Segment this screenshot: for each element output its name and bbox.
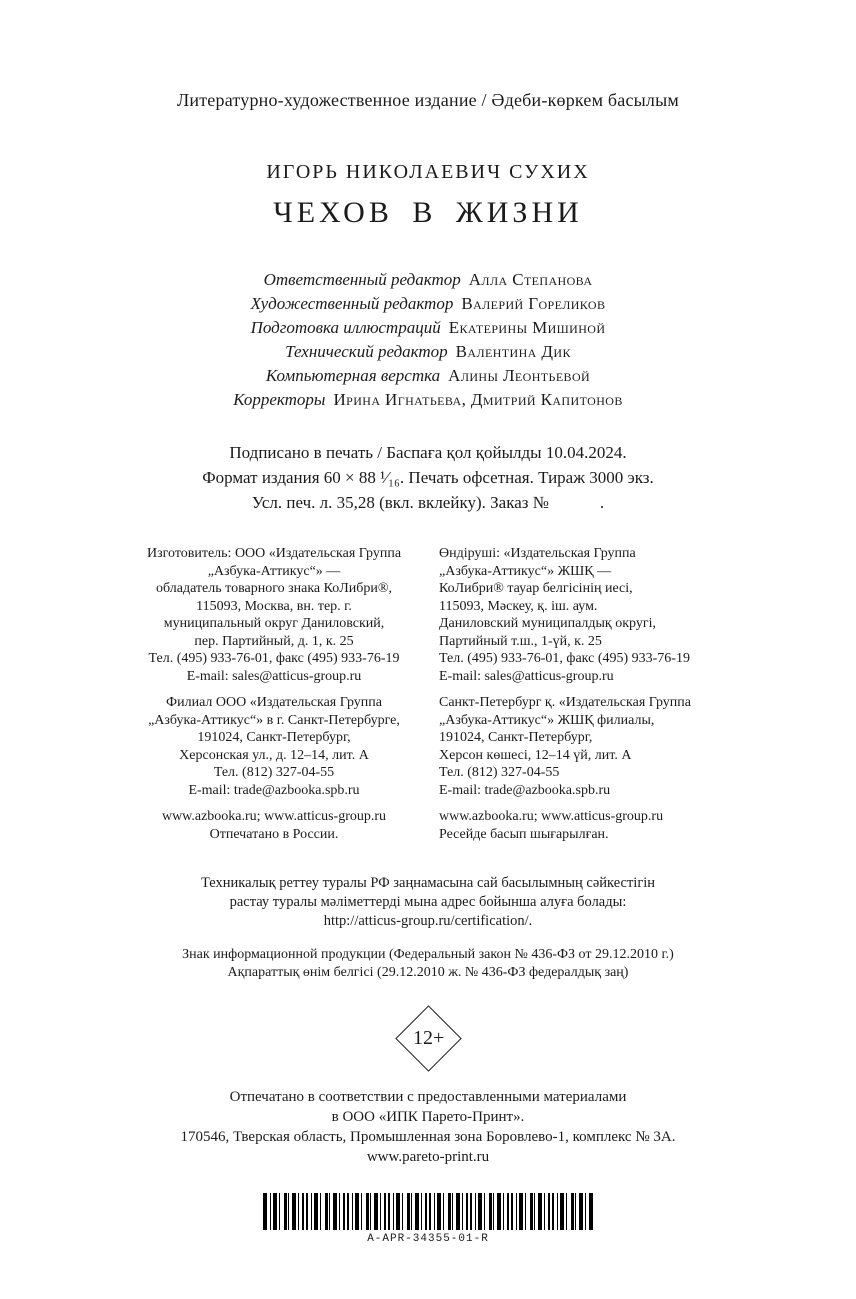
age-rating-diamond [0, 1005, 856, 1071]
address-column-kazakh [439, 545, 725, 852]
printer-line: в ООО «ИПК Парето-Принт». [331, 1109, 525, 1125]
address-line: Филиал ООО «Издательская Группа [166, 695, 382, 710]
diamond-shape [395, 1005, 461, 1071]
address-line: 191024, Санкт-Петербург, [197, 730, 351, 745]
address-line: Тел. (812) 327-04-55 [439, 765, 560, 780]
address-line: пер. Партийный, д. 1, к. 25 [194, 633, 354, 649]
content-rating-line: Ақпараттық өнім белгісі (29.12.2010 ж. № 436-ФЗ федералдық заң) [227, 964, 629, 980]
book-title: ЧЕХОВ В ЖИЗНИ [273, 196, 583, 229]
address-line: „Азбука-Аттикус“» — [207, 563, 341, 579]
address-line: Херсонская ул., д. 12–14, лит. А [179, 747, 369, 763]
credit-line [0, 388, 856, 412]
content-rating-line: Знак информационной продукции (Федеральный закон № 436-ФЗ от 29.12.2010 г.) [182, 947, 674, 962]
certification-line: растау туралы мәліметтерді мына адрес бойынша алуға болады: [229, 894, 627, 910]
age-rating-label: 12+ [412, 1026, 444, 1049]
credit-name: Екатерины Мишиной [448, 318, 606, 337]
address-line: „Азбука-Аттикус“» ЖШҚ филиалы, [439, 712, 655, 728]
address-line: 115093, Мәскеу, қ. іш. аум. [439, 598, 598, 614]
address-line: Тел. (495) 933-76-01, факс (495) 933-76-19 [439, 651, 690, 666]
certification-note [0, 874, 856, 931]
publisher-address-kz [439, 545, 725, 685]
barcode [263, 1193, 593, 1230]
credit-line [0, 292, 856, 316]
address-line: Херсон көшесі, 12–14 үй, лит. А [439, 747, 632, 763]
credit-role: Художественный редактор [250, 294, 454, 313]
printer-website: www.pareto-print.ru [366, 1149, 490, 1165]
address-line: Отпечатано в России. [209, 826, 339, 842]
credit-role: Подготовка иллюстраций [250, 318, 441, 337]
websites-kz [439, 808, 725, 843]
certification-url: http://atticus-group.ru/certification/. [323, 913, 533, 929]
credit-line [0, 364, 856, 388]
address-line: обладатель товарного знака КоЛибри®, [155, 581, 393, 596]
printer-line: Отпечатано в соответствии с предоставленными материалами [229, 1089, 627, 1105]
address-line: Даниловский муниципалдық округі, [439, 616, 656, 631]
credit-name: Ирина Игнатьева, Дмитрий Капитонов [333, 390, 623, 409]
publisher-address-ru [131, 545, 417, 685]
website-line: www.azbooka.ru; www.atticus-group.ru [439, 809, 664, 824]
credit-name: Валентина Дик [455, 342, 571, 361]
address-line: муниципальный округ Даниловский, [163, 616, 385, 631]
edition-line: Литературно-художественное издание / Әдеби-көркем басылым [177, 90, 679, 110]
barcode-block [0, 1193, 856, 1245]
print-info-line: Формат издания 60 × 88 ¹⁄₁₆. Печать офсетная. Тираж 3000 экз. [202, 468, 654, 487]
credit-role: Компьютерная верстка [265, 366, 441, 385]
credit-name: Алины Леонтьевой [448, 366, 591, 385]
print-info [0, 440, 856, 515]
address-columns [131, 545, 725, 852]
content-rating-note [0, 946, 856, 981]
credit-line [0, 340, 856, 364]
address-column-russian [131, 545, 417, 852]
credit-name: Валерий Гореликов [461, 294, 606, 313]
address-line: „Азбука-Аттикус“» ЖШҚ — [439, 563, 612, 579]
credit-role: Корректоры [233, 390, 326, 409]
print-info-line: Усл. печ. л. 35,28 (вкл. вклейку). Заказ № . [251, 493, 605, 512]
address-line: Тел. (812) 327-04-55 [213, 765, 335, 780]
address-line: 115093, Москва, вн. тер. г. [196, 598, 352, 614]
address-line: E-mail: trade@azbooka.spb.ru [188, 782, 360, 798]
printer-info [0, 1087, 856, 1167]
address-line: КоЛибри® тауар белгісінің иесі, [439, 581, 633, 596]
address-line: Санкт-Петербург қ. «Издательская Группа [439, 695, 691, 710]
address-line: Изготовитель: ООО «Издательская Группа [146, 546, 402, 561]
branch-address-ru [131, 694, 417, 799]
credit-role: Технический редактор [285, 342, 448, 361]
author-name: ИГОРЬ НИКОЛАЕВИЧ СУХИХ [266, 161, 590, 183]
barcode-label: A-APR-34355-01-R [367, 1233, 489, 1245]
credit-role: Ответственный редактор [263, 270, 461, 289]
credit-line [0, 268, 856, 292]
print-info-line: Подписано в печать / Баспаға қол қойылды 10.04.2024. [229, 443, 627, 462]
credit-line [0, 316, 856, 340]
credit-name: Алла Степанова [468, 270, 593, 289]
certification-line: Техникалық реттеу туралы РФ заңнамасына сай басылымның сәйкестігін [200, 875, 656, 891]
address-line: E-mail: sales@atticus-group.ru [439, 668, 614, 684]
credits-block [0, 268, 856, 412]
address-line: E-mail: trade@azbooka.spb.ru [439, 782, 611, 798]
printer-line: 170546, Тверская область, Промышленная зона Боровлево-1, комплекс № 3А. [180, 1129, 676, 1145]
address-line: Ресейде басып шығарылған. [439, 826, 609, 842]
address-line: 191024, Санкт-Петербург, [439, 730, 593, 745]
address-line: Өндіруші: «Издательская Группа [439, 546, 636, 561]
address-line: E-mail: sales@atticus-group.ru [186, 668, 362, 684]
address-line: „Азбука-Аттикус“» в г. Санкт-Петербурге, [148, 712, 400, 728]
address-line: Партийный т.ш., 1-үй, к. 25 [439, 633, 602, 649]
address-line: Тел. (495) 933-76-01, факс (495) 933-76-19 [148, 651, 400, 666]
website-line: www.azbooka.ru; www.atticus-group.ru [161, 809, 387, 824]
websites-ru [131, 808, 417, 843]
branch-address-kz [439, 694, 725, 799]
